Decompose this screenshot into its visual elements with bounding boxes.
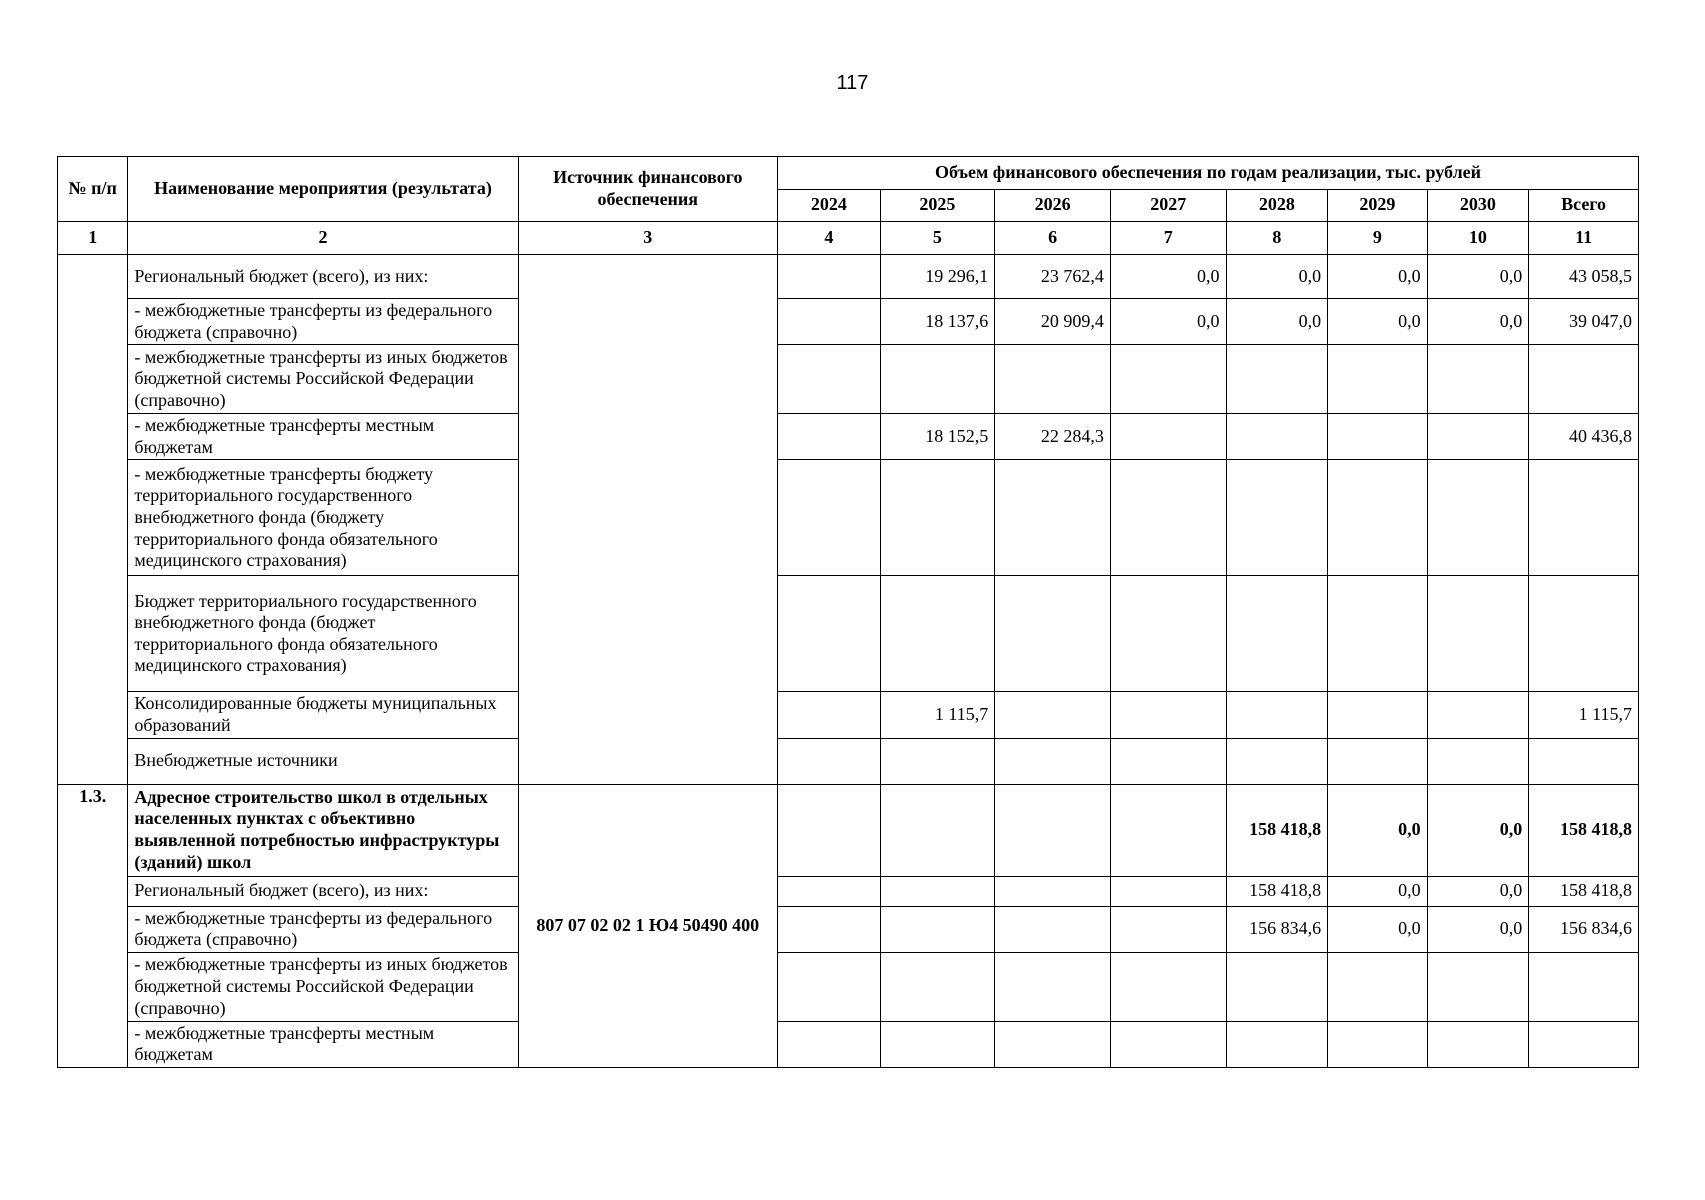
value-2027 bbox=[1110, 738, 1226, 784]
value-2030: 0,0 bbox=[1427, 255, 1529, 299]
row-name: - межбюджетные трансферты местным бюджетам bbox=[128, 414, 518, 460]
value-2028 bbox=[1226, 692, 1328, 738]
value-2025 bbox=[880, 576, 995, 692]
funding-source-code: 807 07 02 02 1 Ю4 50490 400 bbox=[518, 784, 777, 1067]
value-total bbox=[1529, 952, 1639, 1021]
value-2029: 0,0 bbox=[1328, 255, 1428, 299]
value-2025 bbox=[880, 345, 995, 414]
value-2026 bbox=[995, 1021, 1111, 1067]
table-row bbox=[58, 460, 1639, 576]
table-row bbox=[58, 1021, 1639, 1067]
page-number: 117 bbox=[836, 72, 869, 94]
value-2027 bbox=[1110, 784, 1226, 876]
value-total bbox=[1529, 460, 1639, 576]
value-2026: 20 909,4 bbox=[995, 299, 1111, 345]
row-name: Региональный бюджет (всего), из них: bbox=[128, 255, 518, 299]
header-year-2026: 2026 bbox=[995, 189, 1111, 222]
table-row bbox=[58, 576, 1639, 692]
value-2027 bbox=[1110, 692, 1226, 738]
value-2030 bbox=[1427, 414, 1529, 460]
value-2030: 0,0 bbox=[1427, 784, 1529, 876]
value-2028: 158 418,8 bbox=[1226, 784, 1328, 876]
value-2029: 0,0 bbox=[1328, 784, 1428, 876]
value-total bbox=[1529, 738, 1639, 784]
value-2024 bbox=[778, 738, 881, 784]
value-2027 bbox=[1110, 906, 1226, 952]
row-name: - межбюджетные трансферты из иных бюджетов бюджетной системы Российской Федерации (справочно) bbox=[128, 345, 518, 414]
value-2028 bbox=[1226, 414, 1328, 460]
value-2024 bbox=[778, 345, 881, 414]
value-2030: 0,0 bbox=[1427, 876, 1529, 906]
value-2026 bbox=[995, 692, 1111, 738]
value-2025: 1 115,7 bbox=[880, 692, 995, 738]
table-row bbox=[58, 952, 1639, 1021]
header-row-top bbox=[58, 157, 1639, 190]
value-2024 bbox=[778, 1021, 881, 1067]
header-year-2029: 2029 bbox=[1328, 189, 1428, 222]
value-2028 bbox=[1226, 576, 1328, 692]
value-2030 bbox=[1427, 576, 1529, 692]
value-2029 bbox=[1328, 345, 1428, 414]
value-2027 bbox=[1110, 876, 1226, 906]
header-total: Всего bbox=[1529, 189, 1639, 222]
header-year-2027: 2027 bbox=[1110, 189, 1226, 222]
table-row bbox=[58, 784, 1639, 876]
row-name: Внебюджетные источники bbox=[128, 738, 518, 784]
value-2027 bbox=[1110, 576, 1226, 692]
row-name: - межбюджетные трансферты местным бюджетам bbox=[128, 1021, 518, 1067]
funding-source-cell bbox=[518, 255, 777, 785]
value-2028 bbox=[1226, 738, 1328, 784]
table-row bbox=[58, 906, 1639, 952]
value-2028 bbox=[1226, 1021, 1328, 1067]
value-2025 bbox=[880, 738, 995, 784]
row-name: - межбюджетные трансферты из иных бюджетов бюджетной системы Российской Федерации (справочно) bbox=[128, 952, 518, 1021]
value-2025: 19 296,1 bbox=[880, 255, 995, 299]
value-2026 bbox=[995, 876, 1111, 906]
value-2028 bbox=[1226, 460, 1328, 576]
value-2029 bbox=[1328, 460, 1428, 576]
row-name: Региональный бюджет (всего), из них: bbox=[128, 876, 518, 906]
value-total bbox=[1529, 576, 1639, 692]
table-row bbox=[58, 692, 1639, 738]
value-2025 bbox=[880, 952, 995, 1021]
header-name: Наименование мероприятия (результата) bbox=[128, 157, 518, 222]
value-2028: 158 418,8 bbox=[1226, 876, 1328, 906]
value-2028: 156 834,6 bbox=[1226, 906, 1328, 952]
row-name: Консолидированные бюджеты муниципальных образований bbox=[128, 692, 518, 738]
table-row bbox=[58, 414, 1639, 460]
value-2030 bbox=[1427, 460, 1529, 576]
value-2027 bbox=[1110, 414, 1226, 460]
table-row bbox=[58, 876, 1639, 906]
value-2029 bbox=[1328, 414, 1428, 460]
value-total: 39 047,0 bbox=[1529, 299, 1639, 345]
column-index: 8 bbox=[1226, 222, 1328, 255]
value-total: 1 115,7 bbox=[1529, 692, 1639, 738]
value-2025 bbox=[880, 784, 995, 876]
row-name: - межбюджетные трансферты из федерального бюджета (справочно) bbox=[128, 299, 518, 345]
value-total: 43 058,5 bbox=[1529, 255, 1639, 299]
value-2024 bbox=[778, 906, 881, 952]
value-2025 bbox=[880, 876, 995, 906]
value-2024 bbox=[778, 952, 881, 1021]
value-2028: 0,0 bbox=[1226, 255, 1328, 299]
value-2029 bbox=[1328, 952, 1428, 1021]
value-2029 bbox=[1328, 576, 1428, 692]
value-total bbox=[1529, 345, 1639, 414]
value-2030 bbox=[1427, 345, 1529, 414]
column-index: 10 bbox=[1427, 222, 1529, 255]
value-2027: 0,0 bbox=[1110, 255, 1226, 299]
header-year-2030: 2030 bbox=[1427, 189, 1529, 222]
value-2030 bbox=[1427, 1021, 1529, 1067]
value-total: 158 418,8 bbox=[1529, 784, 1639, 876]
value-2026 bbox=[995, 576, 1111, 692]
column-index: 6 bbox=[995, 222, 1111, 255]
value-2026: 22 284,3 bbox=[995, 414, 1111, 460]
column-index: 7 bbox=[1110, 222, 1226, 255]
value-2026: 23 762,4 bbox=[995, 255, 1111, 299]
value-2029: 0,0 bbox=[1328, 876, 1428, 906]
header-year-2024: 2024 bbox=[778, 189, 881, 222]
value-2027 bbox=[1110, 952, 1226, 1021]
value-total: 158 418,8 bbox=[1529, 876, 1639, 906]
value-2024 bbox=[778, 460, 881, 576]
value-2025: 18 137,6 bbox=[880, 299, 995, 345]
row-number: 1.3. bbox=[58, 784, 128, 1067]
value-total: 156 834,6 bbox=[1529, 906, 1639, 952]
value-2024 bbox=[778, 414, 881, 460]
value-2028 bbox=[1226, 952, 1328, 1021]
column-index-row bbox=[58, 222, 1639, 255]
value-2029 bbox=[1328, 692, 1428, 738]
value-2029: 0,0 bbox=[1328, 299, 1428, 345]
table-row bbox=[58, 738, 1639, 784]
funding-table bbox=[57, 156, 1639, 1068]
value-2024 bbox=[778, 784, 881, 876]
value-2025: 18 152,5 bbox=[880, 414, 995, 460]
value-2027 bbox=[1110, 1021, 1226, 1067]
row-name: Адресное строительство школ в отдельных населенных пунктах с объективно выявленной потребностью инфраструктуры (зданий) школ bbox=[128, 784, 518, 876]
value-2030 bbox=[1427, 692, 1529, 738]
column-index: 4 bbox=[778, 222, 881, 255]
column-index: 2 bbox=[128, 222, 518, 255]
value-2029: 0,0 bbox=[1328, 906, 1428, 952]
value-2025 bbox=[880, 1021, 995, 1067]
row-name: - межбюджетные трансферты бюджету территориального государственного внебюджетного фонда (бюджету территориального фонда обязательного медицинского страхования) bbox=[128, 460, 518, 576]
column-index: 5 bbox=[880, 222, 995, 255]
header-year-2028: 2028 bbox=[1226, 189, 1328, 222]
header-year-2025: 2025 bbox=[880, 189, 995, 222]
column-index: 11 bbox=[1529, 222, 1639, 255]
value-2026 bbox=[995, 906, 1111, 952]
column-index: 1 bbox=[58, 222, 128, 255]
value-2029 bbox=[1328, 738, 1428, 784]
value-2027 bbox=[1110, 460, 1226, 576]
value-2026 bbox=[995, 345, 1111, 414]
value-2024 bbox=[778, 299, 881, 345]
table-row bbox=[58, 255, 1639, 299]
value-2030 bbox=[1427, 952, 1529, 1021]
value-2027 bbox=[1110, 345, 1226, 414]
value-2026 bbox=[995, 952, 1111, 1021]
column-index: 3 bbox=[518, 222, 777, 255]
value-2029 bbox=[1328, 1021, 1428, 1067]
value-2028 bbox=[1226, 345, 1328, 414]
value-2026 bbox=[995, 784, 1111, 876]
column-index: 9 bbox=[1328, 222, 1428, 255]
value-2026 bbox=[995, 738, 1111, 784]
value-total: 40 436,8 bbox=[1529, 414, 1639, 460]
value-2025 bbox=[880, 460, 995, 576]
header-source: Источник финансового обеспечения bbox=[518, 157, 777, 222]
table-row bbox=[58, 345, 1639, 414]
row-name: - межбюджетные трансферты из федерального бюджета (справочно) bbox=[128, 906, 518, 952]
value-2024 bbox=[778, 576, 881, 692]
value-2030: 0,0 bbox=[1427, 299, 1529, 345]
value-2027: 0,0 bbox=[1110, 299, 1226, 345]
table-row bbox=[58, 299, 1639, 345]
value-2030: 0,0 bbox=[1427, 906, 1529, 952]
value-2030 bbox=[1427, 738, 1529, 784]
value-2028: 0,0 bbox=[1226, 299, 1328, 345]
header-volume: Объем финансового обеспечения по годам реализации, тыс. рублей bbox=[778, 157, 1639, 190]
value-2024 bbox=[778, 255, 881, 299]
value-2025 bbox=[880, 906, 995, 952]
row-name: Бюджет территориального государственного внебюджетного фонда (бюджет территориального фонда обязательного медицинского страхования) bbox=[128, 576, 518, 692]
value-2026 bbox=[995, 460, 1111, 576]
value-2024 bbox=[778, 692, 881, 738]
header-num: № п/п bbox=[58, 157, 128, 222]
value-total bbox=[1529, 1021, 1639, 1067]
value-2024 bbox=[778, 876, 881, 906]
row-number bbox=[58, 255, 128, 785]
